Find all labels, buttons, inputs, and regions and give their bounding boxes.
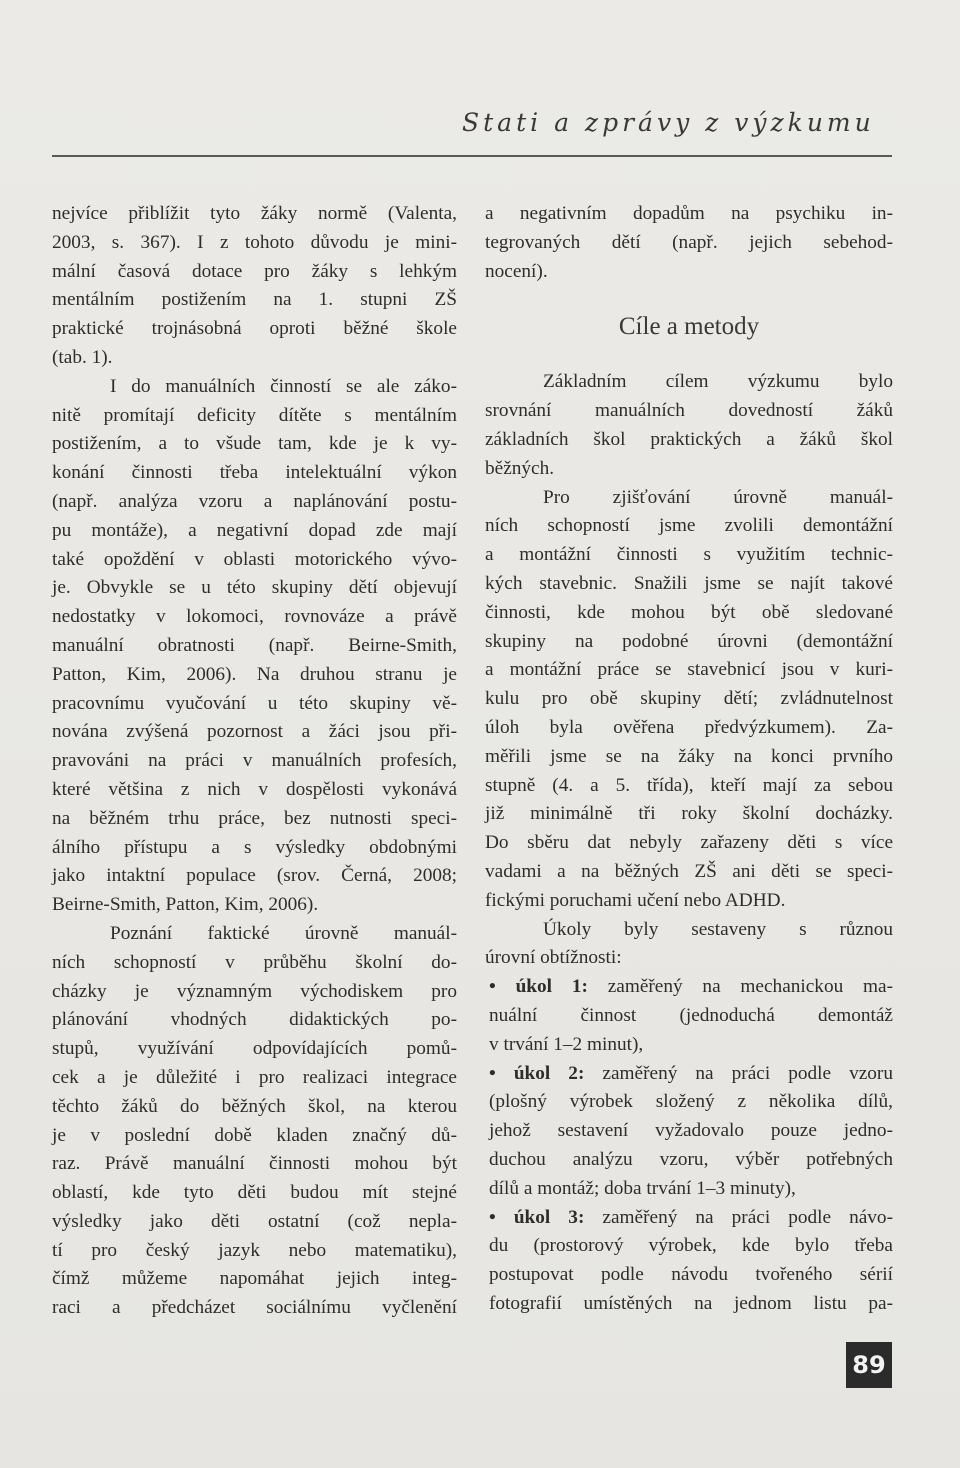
- text-line: které většina z nich v dospělosti vykonává: [52, 778, 457, 800]
- text-line: (např. analýza vzoru a naplánování postu-: [52, 490, 457, 512]
- task-list: [485, 973, 893, 1319]
- text-line: úrovní obtížnosti:: [485, 947, 622, 969]
- task-text: dílů a montáž; doba trvání 1–3 minuty),: [489, 1177, 796, 1199]
- section-heading: Cíle a metody: [618, 313, 760, 341]
- task-label: úkol 2:: [513, 1062, 585, 1084]
- text-line: Poznání faktické úrovně manuál-: [110, 922, 457, 944]
- text-line: činnosti, kde mohou být obě sledované: [485, 601, 893, 623]
- task-text: du (prostorový výrobek, kde bylo třeba: [489, 1235, 893, 1257]
- text-line: pu montáže), a negativní dopad zde mají: [52, 519, 457, 541]
- text-line: a montážní činnosti s využitím technic-: [485, 544, 893, 566]
- task-line: [485, 1146, 893, 1175]
- task-text: v trvání 1–2 minut),: [489, 1033, 644, 1055]
- task-text: postupovat podle návodu tvořeného sérií: [489, 1264, 893, 1286]
- text-line: ních schopností v průběhu školní do-: [52, 951, 457, 973]
- text-line: srovnání manuálních dovedností žáků: [485, 400, 893, 422]
- bullet-icon: •: [489, 1062, 496, 1084]
- text-line: (tab. 1).: [52, 346, 113, 368]
- task-line: [485, 1261, 893, 1290]
- text-line: běžných.: [485, 457, 555, 479]
- text-line: raci a předcházet sociálnímu vyčlenění: [52, 1297, 457, 1319]
- text-line: tí pro český jazyk nebo matematiku),: [52, 1239, 457, 1261]
- task-line: [485, 1060, 893, 1089]
- text-line: nedostatky v lokomoci, rovnováze a právě: [52, 606, 457, 628]
- text-line: cek a je důležité i pro realizaci integrace: [52, 1066, 457, 1088]
- right-body-text: [485, 368, 893, 973]
- text-line: je. Obvykle se u této skupiny dětí objevují: [52, 577, 457, 599]
- task-text: zaměřený na mechanickou ma-: [607, 976, 894, 998]
- left-column: [52, 200, 457, 1323]
- text-line: základních škol praktických a žáků škol: [485, 428, 893, 450]
- task-text: zaměřený na práci podle návo-: [602, 1206, 893, 1228]
- bullet-icon: •: [489, 1206, 496, 1228]
- task-text: fotografií umístěných na jednom listu pa-: [489, 1292, 893, 1314]
- text-line: kých stavebnic. Snažili jsme se najít takové: [485, 572, 893, 594]
- text-line: stupně (4. a 5. třída), kteří mají za sebou: [485, 774, 893, 796]
- bullet-icon: •: [489, 976, 496, 998]
- text-line: cházky je významným východiskem pro: [52, 980, 457, 1002]
- page-number: 89: [846, 1342, 892, 1388]
- text-line: těchto žáků do běžných škol, na kterou: [52, 1095, 457, 1117]
- text-line: pravováni na práci v manuálních profesích,: [52, 750, 457, 772]
- text-line: Beirne-Smith, Patton, Kim, 2006).: [52, 894, 319, 916]
- task-line: [485, 973, 893, 1002]
- task-text: nuální činnost (jednoduchá demontáž: [489, 1004, 893, 1026]
- text-line: postižením, a to všude tam, kde je k vy-: [52, 433, 457, 455]
- task-item: [485, 1060, 893, 1204]
- task-line: [485, 1002, 893, 1031]
- text-line: konání činnosti třeba intelektuální výkon: [52, 462, 457, 484]
- task-label: úkol 3:: [513, 1206, 585, 1228]
- text-line: Do sběru dat nebyly zařazeny děti s více: [485, 832, 893, 854]
- task-line: [485, 1290, 893, 1319]
- text-line: nována zvýšená pozornost a žáci jsou při-: [52, 721, 457, 743]
- task-line: [485, 1175, 893, 1204]
- text-line: skupiny na podobné úrovni (demontážní: [485, 630, 893, 652]
- task-text: duchou analýzu vzoru, výběr potřebných: [489, 1148, 893, 1170]
- text-line: měřili jsme se na žáky na konci prvního: [485, 745, 893, 767]
- text-line: a negativním dopadům na psychiku in-: [485, 203, 893, 224]
- text-line: Základním cílem výzkumu bylo: [543, 371, 893, 393]
- text-line: vadami a na běžných ZŠ ani děti se speci-: [485, 860, 893, 882]
- text-line: nejvíce přiblížit tyto žáky normě (Valenta,: [52, 203, 457, 224]
- text-line: je v poslední době kladen značný dů-: [52, 1124, 457, 1146]
- task-line: [485, 1088, 893, 1117]
- text-line: manuální obratnosti (např. Beirne-Smith,: [52, 634, 457, 656]
- text-line: álního přístupu a s výsledky obdobnými: [52, 836, 457, 858]
- text-line: nitě promítají deficity dítěte s mentálním: [52, 404, 457, 426]
- task-item: [485, 1204, 893, 1319]
- task-text: (plošný výrobek složený z několika dílů,: [489, 1091, 893, 1113]
- task-item: [485, 973, 893, 1059]
- text-line: úloh byla ověřena předvýzkumem). Za-: [485, 716, 893, 738]
- task-line: [485, 1204, 893, 1233]
- text-line: raz. Právě manuální činnosti mohou být: [52, 1153, 457, 1175]
- text-line: stupů, využívání odpovídajících pomů-: [52, 1038, 457, 1060]
- text-line: kulu pro obě skupiny dětí; zvládnutelnost: [485, 688, 893, 710]
- task-line: [485, 1031, 893, 1060]
- header-rule: [52, 155, 892, 157]
- task-label: úkol 1:: [515, 976, 588, 998]
- text-line: také opoždění v oblasti motorického vývo-: [52, 548, 457, 570]
- text-line: 2003, s. 367). I z tohoto důvodu je mini-: [52, 231, 457, 253]
- text-line: I do manuálních činností se ale záko-: [110, 375, 457, 397]
- right-intro-paragraph: [485, 200, 893, 286]
- task-text: zaměřený na práci podle vzoru: [602, 1062, 893, 1084]
- running-header: Stati a zprávy z výzkumu: [462, 108, 875, 137]
- text-line: jako intaktní populace (srov. Černá, 2008;: [52, 865, 457, 887]
- text-line: plánování vhodných didaktických po-: [52, 1009, 457, 1031]
- task-text: jehož sestavení vyžadovalo pouze jedno-: [489, 1120, 893, 1142]
- text-line: pracovnímu vyučování u této skupiny vě-: [52, 692, 457, 714]
- text-line: fickými poruchami učení nebo ADHD.: [485, 889, 786, 911]
- task-line: [485, 1117, 893, 1146]
- task-line: [485, 1232, 893, 1261]
- text-line: ních schopností jsme zvolili demontážní: [485, 515, 893, 537]
- text-line: mální časová dotace pro žáky s lehkým: [52, 260, 457, 282]
- text-line: Pro zjišťování úrovně manuál-: [543, 486, 893, 508]
- text-line: již minimálně tři roky školní docházky.: [485, 803, 893, 825]
- text-line: a montážní práce se stavebnicí jsou v kuri-: [485, 659, 893, 681]
- text-line: nocení).: [485, 260, 548, 282]
- text-line: oblastí, kde tyto děti budou mít stejné: [52, 1182, 457, 1204]
- text-line: čímž můžeme napomáhat jejich integ-: [52, 1268, 457, 1290]
- text-line: Úkoly byly sestaveny s různou: [543, 918, 893, 940]
- text-line: Patton, Kim, 2006). Na druhou stranu je: [52, 663, 457, 685]
- text-line: výsledky jako děti ostatní (což nepla-: [52, 1210, 457, 1232]
- text-line: praktické trojnásobná oproti běžné škole: [52, 318, 457, 340]
- text-line: tegrovaných dětí (např. jejich sebehod-: [485, 231, 893, 253]
- text-line: mentálním postižením na 1. stupni ZŠ: [52, 289, 457, 311]
- right-column: [485, 200, 893, 1319]
- text-line: na běžném trhu práce, bez nutnosti speci-: [52, 807, 457, 829]
